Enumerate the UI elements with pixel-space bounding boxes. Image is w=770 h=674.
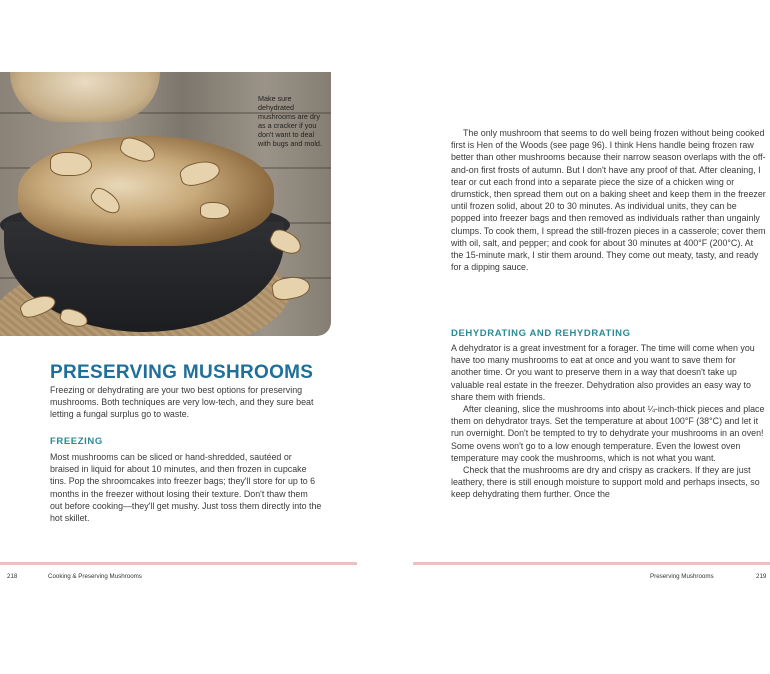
freezing-paragraph: Most mushrooms can be sliced or hand-shredded, sautéed or braised in liquid for about 10 minutes, and then frozen in cupcake tins. Pop the shroomcakes into freezer bags; they'll store for up to 6 months in the freezer without losing their texture. Don't thaw them out before cooking—they'll get mushy. Just toss them directly into the hot skillet. <box>50 452 322 524</box>
photo-caption: Make sure dehydrated mushrooms are dry as a cracker if you don't want to deal with bugs and mold. <box>258 94 322 148</box>
running-head: Cooking & Preserving Mushrooms <box>48 573 142 580</box>
running-head: Preserving Mushrooms <box>650 573 714 580</box>
dehydrating-text: A dehydrator is a great investment for a forager. The time will come when you have too many mushrooms to eat at once and you want to save them for another time. Or you want to preserve them in a way that doesn't take up valuable real estate in the freezer. Dehydration also provides an easy way to share them with friends. After cleaning, slice the mushrooms into about ¼-inch-thick pieces and place them on dehydrator trays. Set the temperature at about 100°F (38°C) and let it run overnight. Don't be tempted to try to dehydrate your mushrooms in an oven! Some ovens won't go to a low enough temperature. Even the lowest oven temperature may cook the mushrooms, which is not what you want. Check that the mushrooms are dry and crispy as crackers. If they are just leathery, there is still enough moisture to support mold and perhaps insects, so keep dehydrating them further. Once the <box>451 343 765 500</box>
background-mushrooms <box>10 72 160 122</box>
footer-rule <box>413 562 770 565</box>
right-page <box>400 0 770 674</box>
page-number: 218 <box>7 573 18 580</box>
left-page <box>0 0 370 674</box>
intro-paragraph: Freezing or dehydrating are your two best options for preserving mushrooms. Both techniques are very low-tech, and they sure beat letting a fungal surplus go to waste. <box>50 385 314 420</box>
page-title: PRESERVING MUSHROOMS <box>50 362 314 383</box>
freezing-heading: FREEZING <box>50 436 103 447</box>
hen-of-woods-paragraph: The only mushroom that seems to do well being frozen without being cooked first is Hen of the Woods (see page 96). I think Hens handle being frozen raw better than other mushrooms because their narrow season overlaps with the off-and-on first frosts of autumn. But I don't have any proof of that. After cleaning, I tear or cut each frond into a separate piece the size of a chicken wing or drumstick, then spread them out on a baking sheet and keep them in the freezer until frozen solid, about 20 to 30 minutes. As individual units, they can be popped into freezer bags and then removed as individuals rather than ungainly clumps. To cook them, I spread the still-frozen pieces in a casserole; cover them with oil, salt, and pepper; and cook for about 30 minutes at 400°F (200°C). At the 15-minute mark, I stir them around. They come out meaty, tasty, and ready for a dipping sauce. <box>451 128 766 273</box>
footer-rule <box>0 562 357 565</box>
dehydrating-heading: DEHYDRATING AND REHYDRATING <box>451 328 631 339</box>
page-number: 219 <box>756 573 767 580</box>
